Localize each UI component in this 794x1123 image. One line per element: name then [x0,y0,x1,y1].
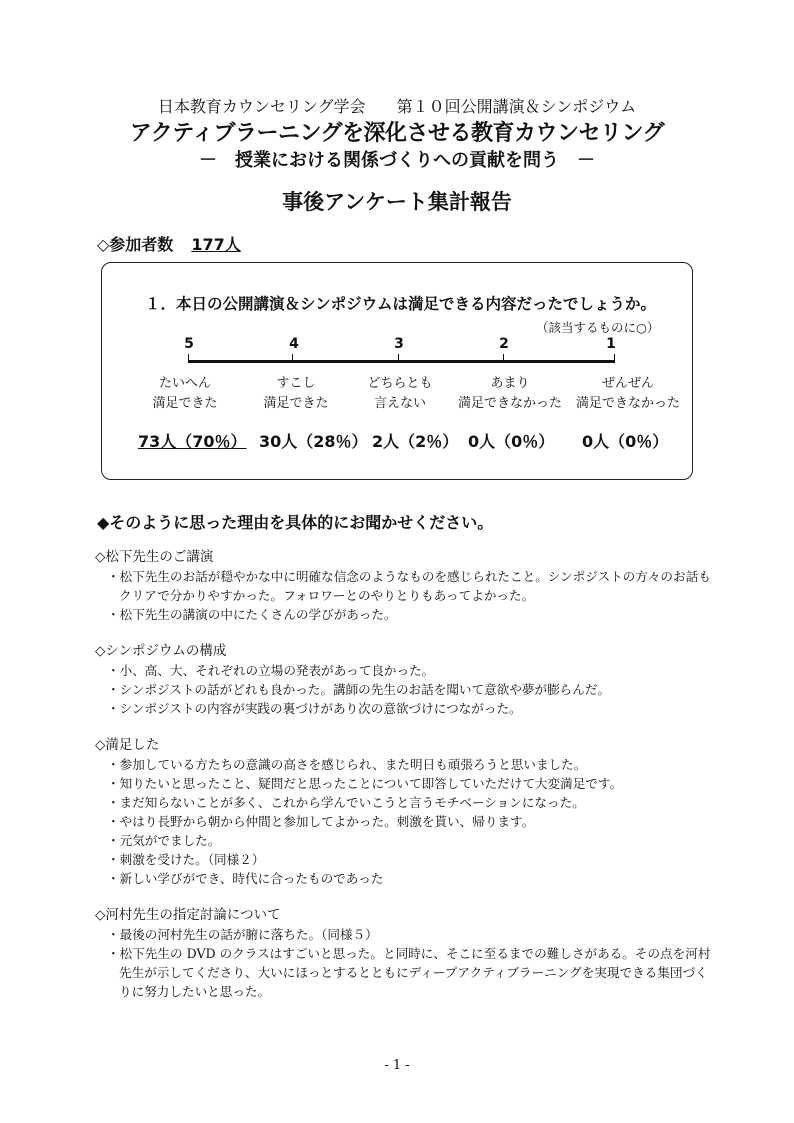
list-item: ・ 知りたいと思ったこと、疑問だと思ったことについて即答していただけて大変満足です。 [107,774,715,793]
society-name: 日本教育カウンセリング学会 [157,97,366,116]
scale-number-4: 4 [289,336,299,352]
reasons-list [95,548,715,1019]
option-label-line1: どちらとも [367,376,433,391]
scale-option-1 [563,374,693,414]
list-item: ・ 最後の河村先生の話が腑に落ちた。（同様５） [107,925,715,944]
question1-text: １．本日の公開講演＆シンポジウムは満足できる内容だったでしょうか。 [145,295,656,313]
reason-group-title: ◇シンポジウムの構成 [95,643,227,659]
scale-number-1: 1 [606,336,616,352]
scale-option-2 [445,374,575,414]
reason-group [95,906,715,1001]
option-label-line1: ぜんぜん [601,376,654,391]
scale-tick [188,354,189,363]
scale-number-3: 3 [394,336,404,352]
header-line1 [0,94,794,117]
scale-tick [292,354,293,363]
list-item: ・ 元気がでました。 [107,831,715,850]
reason-group-title: ◇河村先生の指定討論について [95,907,281,923]
list-item: ・ 小、高、大、それぞれの立場の発表があって良かった。 [107,661,715,680]
event-name: 第１０回公開講演＆シンポジウム [396,97,637,116]
scale-number-2: 2 [499,336,509,352]
result-3: 2人（2％） [372,432,459,451]
main-title: アクティブラーニングを深化させる教育カウンセリング [129,121,665,146]
result-2: 0人（0％） [468,432,555,451]
list-item: ・ 新しい学びができ、時代に合ったものであった [107,869,715,888]
participants-line [97,232,241,255]
result-1: 0人（0％） [582,432,669,451]
option-label-line2: 満足できた [263,396,329,411]
participants-count: 177人 [191,235,241,254]
option-label-line1: たいへん [158,376,211,391]
rating-scale-line [188,360,615,363]
reasons-heading: ◆そのように思った理由を具体的にお聞かせください。 [97,513,494,532]
page-number: - 1 - [384,1058,410,1073]
option-label-line2: 満足できなかった [457,396,562,411]
question1-box [101,262,693,480]
result-4: 30人（28％） [259,432,368,451]
scale-tick [398,354,399,363]
list-item: ・ 参加している方たちの意識の高さを感じられ、また明日も頑張ろうと思いました。 [107,755,715,774]
list-item: ・ 松下先生のお話が穏やかな中に明確な信念のようなものを感じられたこと。シンポジストの方々のお話もクリアで分かりやすかった。フォロワーとのやりとりもあってよかった。 [107,567,715,605]
list-item: ・ 松下先生の DVD のクラスはすごいと思った。と同時に、そこに至るまでの難しさがある。その点を河村先生が示してくださり、大いにほっとするとともにディープアクティブラーニングを実現できる集団づくりに努力したいと思った。 [107,944,715,1001]
scale-tick [503,354,504,363]
subtitle: － 授業における関係づくりへの貢献を問う － [199,150,595,171]
option-label-line2: 満足できた [152,396,218,411]
list-item: ・ シンポジストの話がどれも良かった。講師の先生のお話を聞いて意欲や夢が膨らんだ。 [107,680,715,699]
scale-number-5: 5 [184,336,194,352]
scale-tick [614,354,615,363]
list-item: ・ まだ知らないことが多く、これから学んでいこうと言うモチベーションになった。 [107,793,715,812]
reason-group [95,548,715,624]
participants-label: ◇参加者数 [97,235,174,254]
question1-note: （該当するものに○） [536,320,660,335]
reason-group [95,736,715,888]
option-label-line1: あまり [490,376,530,391]
list-item: ・ 松下先生の講演の中にたくさんの学びがあった。 [107,605,715,624]
option-label-line1: すこし [276,376,316,391]
list-item: ・ やはり長野から朝から仲間と参加してよかった。刺激を貰い、帰ります。 [107,812,715,831]
reason-group-title: ◇松下先生のご講演 [95,549,214,565]
report-title: 事後アンケート集計報告 [282,190,512,214]
result-5: 73人（70％） [138,432,247,451]
option-label-line2: 言えない [373,396,426,411]
option-label-line2: 満足できなかった [575,396,680,411]
list-item: ・ シンポジストの内容が実践の裏づけがあり次の意欲づけにつながった。 [107,699,715,718]
list-item: ・ 刺激を受けた。（同様２） [107,850,715,869]
reason-group-title: ◇満足した [95,737,160,753]
reason-group [95,642,715,718]
